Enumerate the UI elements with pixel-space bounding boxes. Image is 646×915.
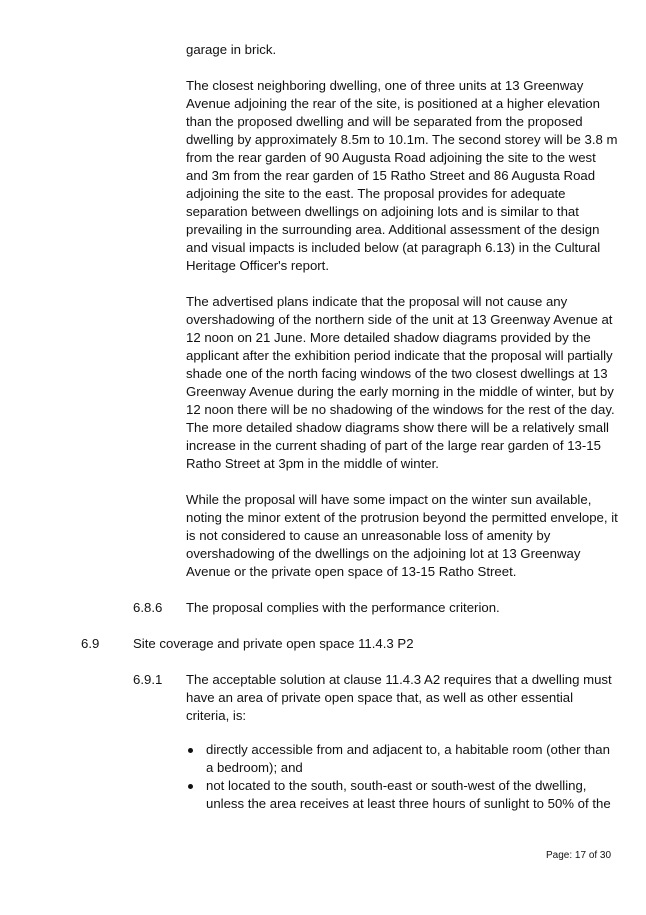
bullet-item-line: unless the area receives at least three hours of sunlight to 50% of the [206,796,611,811]
item-text-6-9-1 [186,671,616,725]
paragraph-line: shade one of the north facing windows of the two closest dwellings at 13 [186,366,608,381]
paragraph-line: adjoining the site to the east. The proposal provides for adequate [186,186,566,201]
paragraph-line: criteria, is: [186,708,247,723]
paragraph-line: and visual impacts is included below (at paragraph 6.13) in the Cultural [186,240,601,255]
paragraph-line: dwelling by approximately 8.5m to 10.1m. The second storey will be 3.8 m [186,132,618,147]
page-number-footer: Page: 17 of 30 [546,850,612,861]
paragraph-winter-sun [186,491,616,581]
paragraph-line: from the rear garden of 90 Augusta Road adjoining the site to the west [186,150,596,165]
paragraph-line: overshadowing of the dwellings on the adjoining lot at 13 Greenway [186,546,581,561]
paragraph-line: and 3m from the rear garden of 15 Ratho Street and 86 Augusta Road [186,168,596,183]
paragraph-line: overshadowing of the northern side of the unit at 13 Greenway Avenue at [186,312,613,327]
paragraph-line: have an area of private open space that, as well as other essential [186,690,574,705]
paragraph-neighboring-dwelling [186,77,616,275]
bullet-item-line: not located to the south, south-east or south-west of the dwelling, [206,778,587,793]
paragraph-line: The closest neighboring dwelling, one of three units at 13 Greenway [186,78,584,93]
paragraph-line: than the proposed dwelling and will be separated from the proposed [186,114,583,129]
bullet-dot-icon [188,784,193,789]
paragraph-line: increase in the current shading of part of the large rear garden of 13-15 [186,438,601,453]
item-text-6-8-6: The proposal complies with the performance criterion. [186,600,500,615]
paragraph-line: The acceptable solution at clause 11.4.3 A2 requires that a dwelling must [186,672,612,687]
paragraph-line: 12 noon there will be no shadowing of the windows for the rest of the day. [186,402,615,417]
paragraph-overshadowing [186,293,616,473]
paragraph-line: prevailing in the surrounding area. Additional assessment of the design [186,222,600,237]
section-title-6-9: Site coverage and private open space 11.4.3 P2 [133,636,414,651]
paragraph-line: is not considered to cause an unreasonable loss of amenity by [186,528,551,543]
item-number-6-8-6: 6.8.6 [133,600,163,615]
continued-text-line: garage in brick. [186,42,277,57]
paragraph-line: Greenway Avenue during the early morning in the middle of winter, but by [186,384,614,399]
bullet-item-line: a bedroom); and [206,760,303,775]
bullet-item-line: directly accessible from and adjacent to, a habitable room (other than [206,742,610,757]
paragraph-line: noting the minor extent of the protrusion beyond the permitted envelope, it [186,510,618,525]
paragraph-line: applicant after the exhibition period indicate that the proposal will partially [186,348,613,363]
section-number-6-9: 6.9 [81,636,100,651]
item-number-6-9-1: 6.9.1 [133,672,163,687]
paragraph-line: Avenue or the private open space of 13-15 Ratho Street. [186,564,517,579]
paragraph-line: separation between dwellings on adjoining lots and is similar to that [186,204,579,219]
paragraph-line: The more detailed shadow diagrams show there will be a relatively small [186,420,609,435]
paragraph-line: Heritage Officer's report. [186,258,329,273]
paragraph-line: The advertised plans indicate that the proposal will not cause any [186,294,568,309]
paragraph-line: Ratho Street at 3pm in the middle of winter. [186,456,439,471]
bullet-dot-icon [188,748,193,753]
paragraph-line: Avenue adjoining the rear of the site, is positioned at a higher elevation [186,96,600,111]
paragraph-line: 12 noon on 21 June. More detailed shadow diagrams provided by the [186,330,591,345]
paragraph-line: While the proposal will have some impact on the winter sun available, [186,492,592,507]
